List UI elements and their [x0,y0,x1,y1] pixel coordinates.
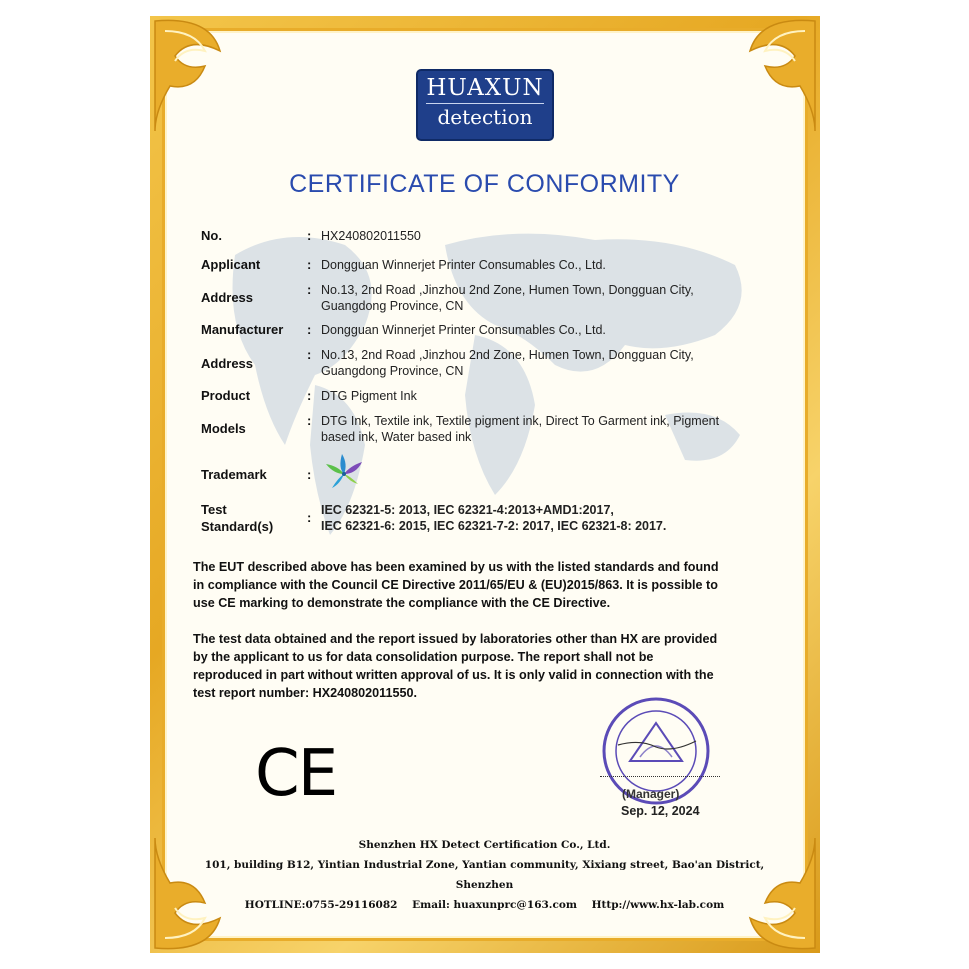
colon: : [307,322,312,337]
colon: : [307,413,312,428]
standards-value [321,502,771,534]
manufacturer-label: Manufacturer [201,322,284,337]
no-value: HX240802011550 [321,229,421,243]
models-value [321,413,771,445]
signatory-role: (Manager) [622,787,680,801]
compliance-line: use CE marking to demonstrate the compliance with the CE Directive. [193,596,611,610]
disclaimer-paragraph [193,630,783,702]
colon: : [307,257,312,272]
address-line2: Guangdong Province, CN [321,364,464,378]
compliance-line: The EUT described above has been examined by us with the listed standards and found [193,560,719,574]
product-value: DTG Pigment Ink [321,389,417,403]
standards-line1: IEC 62321-5: 2013, IEC 62321-4:2013+AMD1:2017, [321,503,614,517]
colon: : [307,347,312,362]
colon: : [307,282,312,297]
ce-mark: CE [255,737,337,811]
disclaimer-line: reproduced in part without written approval of us. It is only valid in connection with the [193,668,714,682]
footer-company: Shenzhen HX Detect Certification Co., Ltd. [358,839,611,851]
address-line1: No.13, 2nd Road ,Jinzhou 2nd Zone, Humen Town, Dongguan City, [321,348,694,362]
address-line2: Guangdong Province, CN [321,299,464,313]
standards-label: Standard(s) [201,519,274,534]
corner-ornament-bottom-right [700,833,820,953]
colon: : [307,388,312,403]
compliance-paragraph [193,558,783,612]
issue-date: Sep. 12, 2024 [621,804,700,818]
corner-ornament-top-right [700,16,820,136]
applicant-label: Applicant [201,257,261,272]
logo-line2: detection [437,105,533,129]
logo-line1: HUAXUN [426,75,544,104]
signature-line [600,776,720,777]
test-label: Test [201,502,227,517]
address-label: Address [201,356,254,371]
standards-line2: IEC 62321-6: 2015, IEC 62321-7-2: 2017, IEC 62321-8: 2017. [321,519,667,533]
address-value [321,347,771,379]
corner-ornament-top-left [150,16,270,136]
disclaimer-line: The test data obtained and the report issued by laboratories other than HX are provided [193,632,718,646]
colon: : [307,228,312,243]
manufacturer-value: Dongguan Winnerjet Printer Consumables Co., Ltd. [321,323,606,337]
footer-address-line1: 101, building B12, Yintian Industrial Zone, Yantian community, Xixiang street, Bao'an District, [204,859,765,871]
compliance-line: in compliance with the Council CE Directive 2011/65/EU & (EU)2015/863. It is possible to [193,578,718,592]
applicant-value: Dongguan Winnerjet Printer Consumables Co., Ltd. [321,258,606,272]
models-label: Models [201,421,246,436]
trademark-logo-icon [320,450,368,494]
models-line1: DTG Ink, Textile ink, Textile pigment ink, Direct To Garment ink, Pigment [321,414,720,428]
address-label: Address [201,290,254,305]
address-line1: No.13, 2nd Road ,Jinzhou 2nd Zone, Humen Town, Dongguan City, [321,283,694,297]
no-label: No. [201,228,222,243]
colon: : [307,467,312,482]
colon: : [307,510,312,525]
trademark-label: Trademark [201,467,267,482]
footer-address-line2: Shenzhen [455,879,514,891]
models-line2: based ink, Water based ink [321,430,472,444]
address-value [321,282,771,314]
certificate-title: CERTIFICATE OF CONFORMITY [289,170,680,198]
disclaimer-line: test report number: HX240802011550. [193,686,417,700]
footer-contact: HOTLINE:0755-29116082 Email: huaxunprc@163.com Http://www.hx-lab.com [244,899,725,911]
product-label: Product [201,388,251,403]
corner-ornament-bottom-left [150,833,270,953]
disclaimer-line: by the applicant to us for data consolidation purpose. The report shall not be [193,650,654,664]
huaxun-logo [416,69,554,141]
